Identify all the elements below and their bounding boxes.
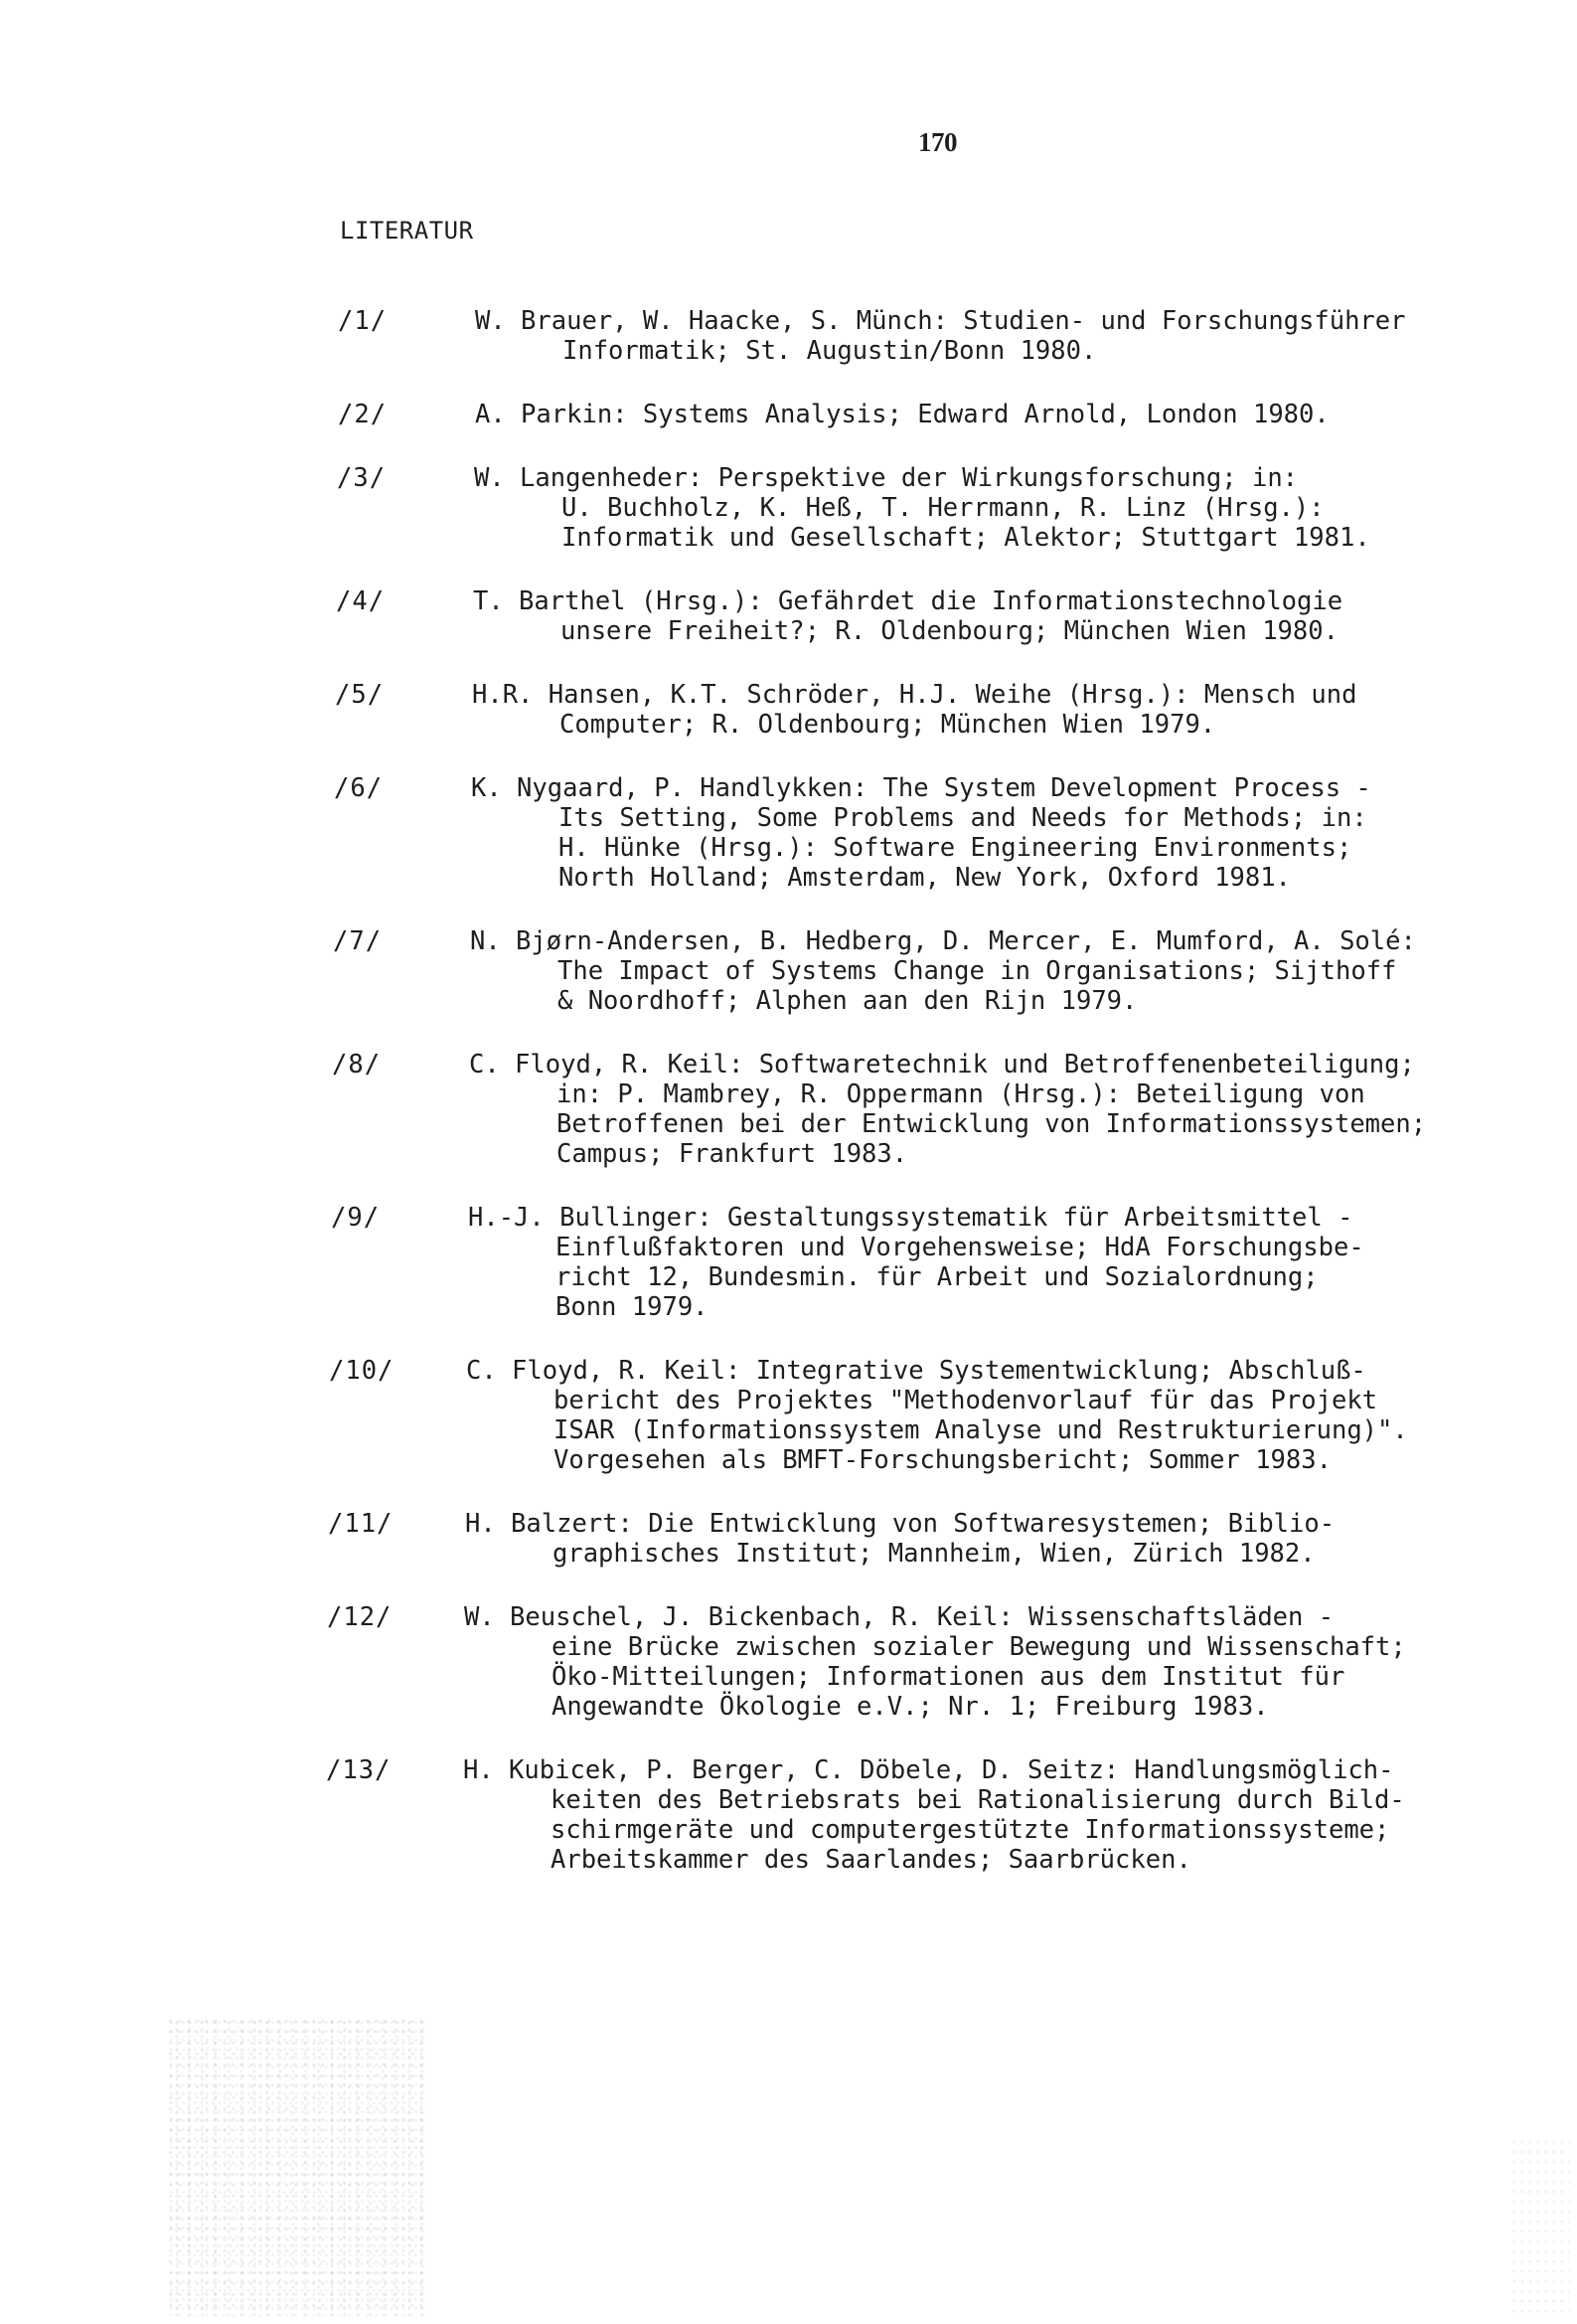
reference-number: /9/ xyxy=(331,1203,381,1233)
reference-line: in: P. Mambrey, R. Oppermann (Hrsg.): Beteiligung von xyxy=(556,1079,1365,1109)
reference-entry xyxy=(328,1509,1560,1569)
scan-noise xyxy=(1510,2137,1570,2316)
reference-number: /2/ xyxy=(338,400,388,429)
reference-line: H.-J. Bullinger: Gestaltungssystematik für Arbeitsmittel - xyxy=(468,1203,1353,1233)
reference-entry xyxy=(329,1356,1560,1475)
reference-entry xyxy=(333,926,1560,1016)
reference-entry xyxy=(334,773,1560,893)
reference-text xyxy=(465,1509,1560,1569)
reference-line: N. Bjørn-Andersen, B. Hedberg, D. Mercer, E. Mumford, A. Solé: xyxy=(470,926,1416,956)
reference-text xyxy=(475,306,1560,366)
reference-number: /1/ xyxy=(338,306,388,336)
reference-number: /13/ xyxy=(326,1755,392,1785)
reference-line: U. Buchholz, K. Heß, T. Herrmann, R. Linz (Hrsg.): xyxy=(561,493,1325,523)
reference-line: T. Barthel (Hrsg.): Gefährdet die Informationstechnologie xyxy=(473,586,1343,616)
reference-line: North Holland; Amsterdam, New York, Oxford 1981. xyxy=(558,863,1291,893)
reference-entry xyxy=(335,680,1560,740)
reference-text xyxy=(471,773,1560,893)
reference-text xyxy=(468,1203,1560,1322)
section-heading: LITERATUR xyxy=(340,217,474,245)
reference-entry xyxy=(326,1755,1560,1875)
reference-text xyxy=(466,1356,1560,1475)
reference-line: Informatik und Gesellschaft; Alektor; Stuttgart 1981. xyxy=(561,523,1370,553)
reference-line: Öko-Mitteilungen; Informationen aus dem Institut für xyxy=(552,1662,1345,1692)
reference-number: /11/ xyxy=(328,1509,394,1539)
reference-number: /5/ xyxy=(335,680,385,710)
reference-line: ISAR (Informationssystem Analyse und Restrukturierung)". xyxy=(553,1415,1408,1445)
reference-line: eine Brücke zwischen sozialer Bewegung und Wissenschaft; xyxy=(552,1632,1406,1662)
reference-line: Betroffenen bei der Entwicklung von Informationssystemen; xyxy=(556,1109,1427,1139)
reference-number: /10/ xyxy=(329,1356,394,1386)
reference-line: C. Floyd, R. Keil: Softwaretechnik und Betroffenenbeteiligung; xyxy=(469,1050,1415,1079)
reference-number: /6/ xyxy=(334,773,384,803)
reference-line: A. Parkin: Systems Analysis; Edward Arnold, London 1980. xyxy=(475,400,1330,429)
scan-noise xyxy=(169,2018,427,2316)
reference-text xyxy=(475,400,1560,429)
reference-text xyxy=(464,1602,1560,1722)
reference-line: W. Brauer, W. Haacke, S. Münch: Studien- und Forschungsführer xyxy=(475,306,1406,336)
reference-line: K. Nygaard, P. Handlykken: The System Development Process - xyxy=(471,773,1371,803)
reference-number: /8/ xyxy=(332,1050,382,1079)
reference-text xyxy=(474,463,1560,553)
reference-line: Angewandte Ökologie e.V.; Nr. 1; Freiburg 1983. xyxy=(552,1692,1269,1722)
reference-line: Computer; R. Oldenbourg; München Wien 1979. xyxy=(559,710,1216,740)
reference-line: H. Kubicek, P. Berger, C. Döbele, D. Seitz: Handlungsmöglich- xyxy=(463,1755,1394,1785)
page-number: 170 xyxy=(918,127,957,157)
reference-text xyxy=(463,1755,1560,1875)
reference-line: H.R. Hansen, K.T. Schröder, H.J. Weihe (Hrsg.): Mensch und xyxy=(472,680,1357,710)
reference-entry xyxy=(338,400,1560,429)
reference-line: schirmgeräte und computergestützte Informationssysteme; xyxy=(551,1815,1390,1845)
reference-line: The Impact of Systems Change in Organisations; Sijthoff xyxy=(557,956,1397,986)
reference-line: Einflußfaktoren und Vorgehensweise; HdA Forschungsbe- xyxy=(555,1233,1364,1262)
reference-line: Arbeitskammer des Saarlandes; Saarbrücken. xyxy=(551,1845,1191,1875)
reference-line: keiten des Betriebsrats bei Rationalisierung durch Bild- xyxy=(551,1785,1405,1815)
reference-text xyxy=(469,1050,1560,1169)
reference-line: Vorgesehen als BMFT-Forschungsbericht; Sommer 1983. xyxy=(553,1445,1332,1475)
reference-list xyxy=(328,306,1560,1909)
reference-entry xyxy=(336,586,1560,646)
reference-number: /7/ xyxy=(333,926,383,956)
reference-line: richt 12, Bundesmin. für Arbeit und Sozialordnung; xyxy=(555,1262,1319,1292)
reference-text xyxy=(470,926,1560,1016)
reference-entry xyxy=(332,1050,1560,1169)
reference-line: unsere Freiheit?; R. Oldenbourg; München Wien 1980. xyxy=(560,616,1339,646)
reference-entry xyxy=(331,1203,1560,1322)
reference-entry xyxy=(337,463,1560,553)
reference-entry xyxy=(327,1602,1560,1722)
reference-line: H. Balzert: Die Entwicklung von Softwaresystemen; Biblio- xyxy=(465,1509,1336,1539)
reference-line: C. Floyd, R. Keil: Integrative Systementwicklung; Abschluß- xyxy=(466,1356,1366,1386)
reference-line: H. Hünke (Hrsg.): Software Engineering Environments; xyxy=(558,833,1352,863)
reference-line: W. Langenheder: Perspektive der Wirkungsforschung; in: xyxy=(474,463,1299,493)
reference-line: Its Setting, Some Problems and Needs for Methods; in: xyxy=(558,803,1367,833)
reference-number: /12/ xyxy=(327,1602,393,1632)
reference-text xyxy=(473,586,1560,646)
reference-line: bericht des Projektes "Methodenvorlauf für das Projekt xyxy=(553,1386,1378,1415)
reference-line: & Noordhoff; Alphen aan den Rijn 1979. xyxy=(557,986,1138,1016)
reference-line: Bonn 1979. xyxy=(555,1292,709,1322)
reference-number: /3/ xyxy=(337,463,387,493)
reference-number: /4/ xyxy=(336,586,386,616)
reference-entry xyxy=(338,306,1560,366)
reference-line: Informatik; St. Augustin/Bonn 1980. xyxy=(562,336,1097,366)
reference-text xyxy=(472,680,1560,740)
reference-line: Campus; Frankfurt 1983. xyxy=(556,1139,908,1169)
reference-line: graphisches Institut; Mannheim, Wien, Zürich 1982. xyxy=(552,1539,1316,1569)
reference-line: W. Beuschel, J. Bickenbach, R. Keil: Wissenschaftsläden - xyxy=(464,1602,1335,1632)
